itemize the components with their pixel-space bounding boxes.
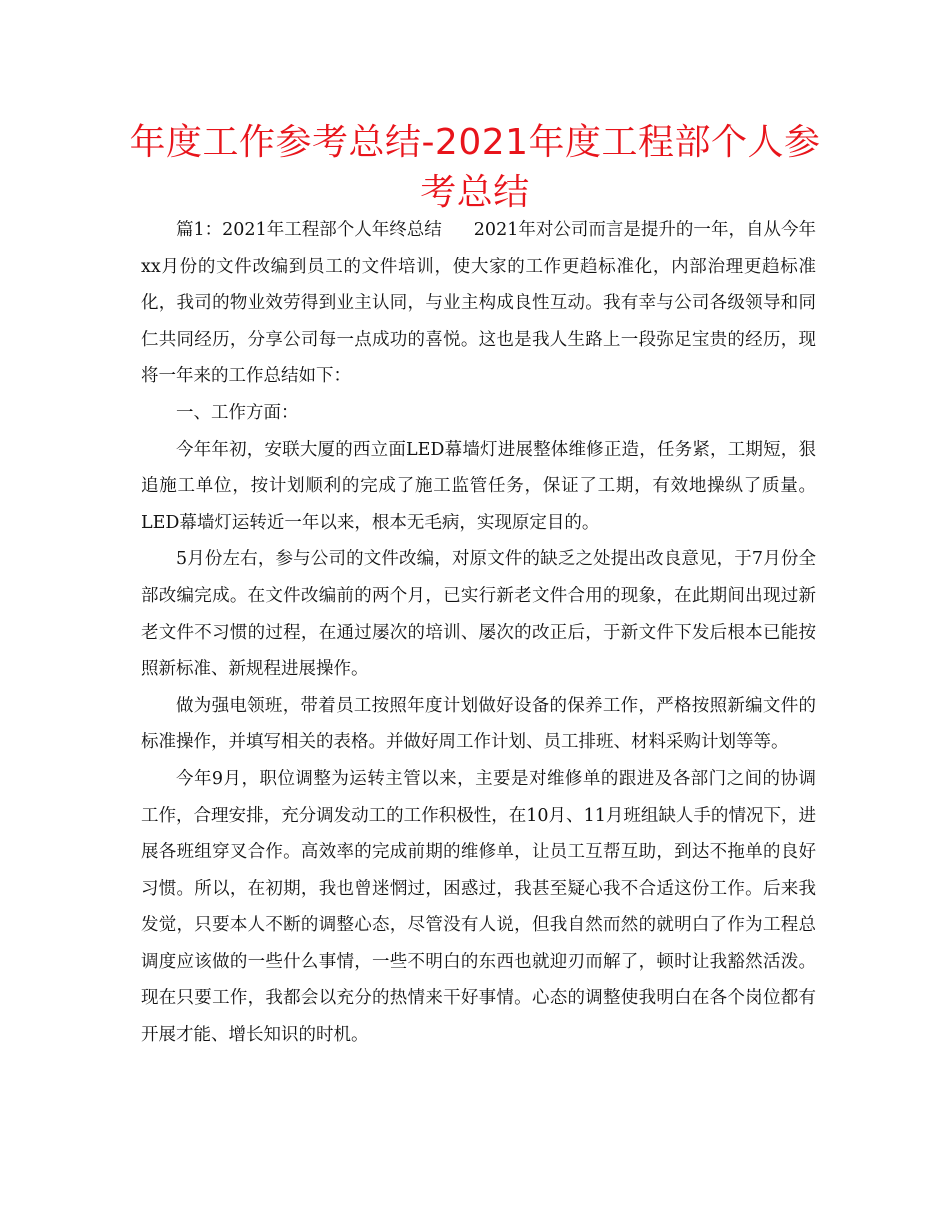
paragraph: 5月份左右，参与公司的文件改编，对原文件的缺乏之处提出改良意见，于7月份全部改编完成。在文件改编前的两个月，已实行新老文件合用的现象，在此期间出现过新老文件不习惯的过程，在通过屡次的培训、屡次的改正后，于新文件下发后根本已能按照新标准、新规程进展操作。 bbox=[141, 549, 816, 680]
intro-heading: 篇1：2021年工程部个人年终总结 bbox=[176, 220, 442, 240]
section-heading: 一、工作方面： bbox=[176, 402, 299, 423]
paragraph: 今年年初，安联大厦的西立面LED幕墙灯进展整体维修正造，任务紧，工期短，狠追施工单位，按计划顺利的完成了施工监管任务，保证了工期，有效地操纵了质量。LED幕墙灯运转近一年以来，根本无毛病，实现原定目的。 bbox=[141, 439, 816, 533]
document-body bbox=[141, 212, 816, 1054]
paragraph: 做为强电领班，带着员工按照年度计划做好设备的保养工作，严格按照新编文件的标准操作，并填写相关的表格。并做好周工作计划、员工排班、材料采购计划等等。 bbox=[141, 695, 816, 753]
intro-paragraph bbox=[141, 212, 816, 395]
paragraph: 今年9月，职位调整为运转主管以来，主要是对维修单的跟进及各部门之间的协调工作，合理安排，充分调发动工的工作积极性，在10月、11月班组缺人手的情况下，进展各班组穿叉合作。高效率的完成前期的维修单，让员工互帮互助，到达不拖单的良好习惯。所以，在初期，我也曾迷惘过，困惑过，我甚至疑心我不合适这份工作。后来我发觉，只要本人不断的调整心态，尽管没有人说，但我自然而然的就明白了作为工程总调度应该做的一些什么事情，一些不明白的东西也就迎刃而解了，顿时让我豁然活泼。现在只要工作，我都会以充分的热情来干好事情。心态的调整使我明白在各个岗位都有开展才能、增长知识的时机。 bbox=[141, 768, 816, 1046]
intro-text: 2021年对公司而言是提升的一年，自从今年xx月份的文件改编到员工的文件培训，使大家的工作更趋标准化，内部治理更趋标准化，我司的物业效劳得到业主认同，与业主构成良性互动。我有幸与公司各级领导和同仁共同经历，分享公司每一点成功的喜悦。这也是我人生路上一段弥足宝贵的经历，现将一年来的工作总结如下： bbox=[141, 220, 816, 387]
document-title: 年度工作参考总结-2021年度工程部个人参考总结 bbox=[129, 122, 821, 213]
